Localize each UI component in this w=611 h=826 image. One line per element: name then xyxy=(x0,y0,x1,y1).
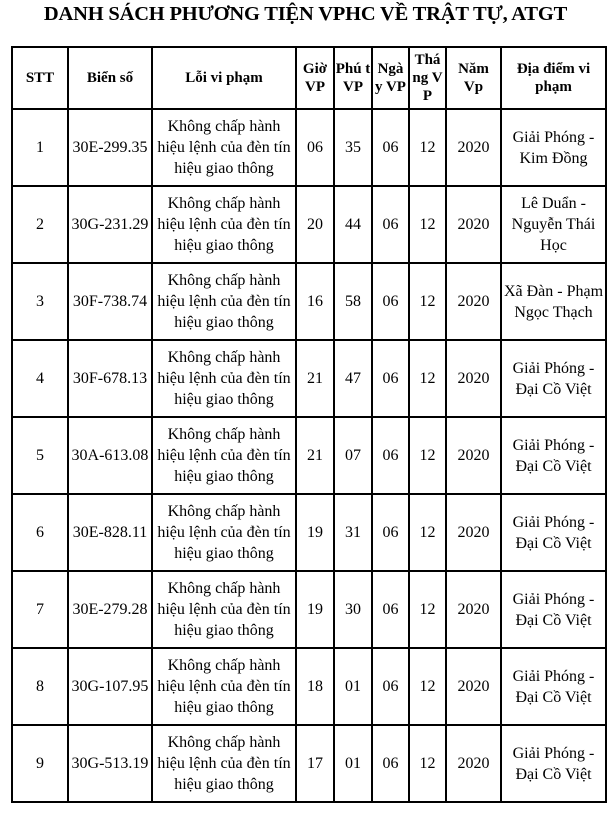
cell-phut: 07 xyxy=(334,417,372,494)
cell-loi-vi-pham: Không chấp hành hiệu lệnh của đèn tín hiệu giao thông xyxy=(152,725,296,802)
header-dia-diem: Địa điểm vi phạm xyxy=(501,47,606,109)
cell-ngay: 06 xyxy=(372,417,409,494)
header-phut-vp: Phú t VP xyxy=(334,47,372,109)
cell-phut: 35 xyxy=(334,109,372,186)
cell-gio: 20 xyxy=(296,186,334,263)
cell-dia-diem: Giải Phóng - Đại Cồ Việt xyxy=(501,571,606,648)
cell-phut: 31 xyxy=(334,494,372,571)
cell-thang: 12 xyxy=(409,186,446,263)
cell-ngay: 06 xyxy=(372,571,409,648)
table-row xyxy=(12,725,606,802)
violations-table xyxy=(11,46,607,803)
cell-loi-vi-pham: Không chấp hành hiệu lệnh của đèn tín hiệu giao thông xyxy=(152,648,296,725)
cell-phut: 01 xyxy=(334,725,372,802)
cell-gio: 16 xyxy=(296,263,334,340)
cell-thang: 12 xyxy=(409,340,446,417)
cell-ngay: 06 xyxy=(372,340,409,417)
header-gio-vp: Giờ VP xyxy=(296,47,334,109)
cell-dia-diem: Xã Đàn - Phạm Ngọc Thạch xyxy=(501,263,606,340)
cell-loi-vi-pham: Không chấp hành hiệu lệnh của đèn tín hiệu giao thông xyxy=(152,186,296,263)
cell-nam: 2020 xyxy=(446,417,501,494)
page-title: DANH SÁCH PHƯƠNG TIỆN VPHC VỀ TRẬT TỰ, ATGT xyxy=(43,3,568,25)
cell-dia-diem: Giải Phóng - Đại Cồ Việt xyxy=(501,417,606,494)
cell-stt: 6 xyxy=(12,494,68,571)
table-row xyxy=(12,340,606,417)
cell-ngay: 06 xyxy=(372,186,409,263)
cell-bien-so: 30E-299.35 xyxy=(68,109,152,186)
cell-nam: 2020 xyxy=(446,109,501,186)
cell-nam: 2020 xyxy=(446,186,501,263)
cell-loi-vi-pham: Không chấp hành hiệu lệnh của đèn tín hiệu giao thông xyxy=(152,571,296,648)
cell-thang: 12 xyxy=(409,648,446,725)
table-row xyxy=(12,186,606,263)
cell-gio: 19 xyxy=(296,571,334,648)
cell-phut: 30 xyxy=(334,571,372,648)
header-loi-vi-pham: Lỗi vi phạm xyxy=(152,47,296,109)
cell-nam: 2020 xyxy=(446,494,501,571)
cell-phut: 58 xyxy=(334,263,372,340)
table-row xyxy=(12,109,606,186)
cell-gio: 17 xyxy=(296,725,334,802)
cell-dia-diem: Giải Phóng - Đại Cồ Việt xyxy=(501,340,606,417)
cell-nam: 2020 xyxy=(446,571,501,648)
cell-gio: 18 xyxy=(296,648,334,725)
header-stt: STT xyxy=(12,47,68,109)
cell-bien-so: 30G-513.19 xyxy=(68,725,152,802)
cell-dia-diem: Giải Phóng - Đại Cồ Việt xyxy=(501,494,606,571)
cell-ngay: 06 xyxy=(372,648,409,725)
cell-thang: 12 xyxy=(409,263,446,340)
cell-loi-vi-pham: Không chấp hành hiệu lệnh của đèn tín hiệu giao thông xyxy=(152,263,296,340)
cell-stt: 4 xyxy=(12,340,68,417)
cell-gio: 21 xyxy=(296,340,334,417)
cell-stt: 8 xyxy=(12,648,68,725)
cell-phut: 47 xyxy=(334,340,372,417)
table-row xyxy=(12,648,606,725)
header-bien-so: Biển số xyxy=(68,47,152,109)
cell-nam: 2020 xyxy=(446,340,501,417)
cell-bien-so: 30A-613.08 xyxy=(68,417,152,494)
cell-gio: 19 xyxy=(296,494,334,571)
cell-loi-vi-pham: Không chấp hành hiệu lệnh của đèn tín hiệu giao thông xyxy=(152,417,296,494)
cell-loi-vi-pham: Không chấp hành hiệu lệnh của đèn tín hiệu giao thông xyxy=(152,340,296,417)
cell-nam: 2020 xyxy=(446,725,501,802)
cell-stt: 9 xyxy=(12,725,68,802)
cell-phut: 44 xyxy=(334,186,372,263)
table-row xyxy=(12,494,606,571)
header-nam-vp: Năm Vp xyxy=(446,47,501,109)
header-ngay-vp: Ngà y VP xyxy=(372,47,409,109)
header-thang-vp: Thá ng VP xyxy=(409,47,446,109)
cell-nam: 2020 xyxy=(446,648,501,725)
cell-thang: 12 xyxy=(409,417,446,494)
cell-thang: 12 xyxy=(409,725,446,802)
cell-ngay: 06 xyxy=(372,109,409,186)
cell-bien-so: 30G-231.29 xyxy=(68,186,152,263)
cell-dia-diem: Giải Phóng - Kim Đồng xyxy=(501,109,606,186)
cell-thang: 12 xyxy=(409,494,446,571)
table-header-row xyxy=(12,47,606,109)
cell-stt: 2 xyxy=(12,186,68,263)
cell-nam: 2020 xyxy=(446,263,501,340)
cell-phut: 01 xyxy=(334,648,372,725)
cell-bien-so: 30E-279.28 xyxy=(68,571,152,648)
cell-ngay: 06 xyxy=(372,494,409,571)
cell-stt: 1 xyxy=(12,109,68,186)
cell-stt: 3 xyxy=(12,263,68,340)
cell-stt: 7 xyxy=(12,571,68,648)
cell-gio: 21 xyxy=(296,417,334,494)
cell-bien-so: 30E-828.11 xyxy=(68,494,152,571)
cell-ngay: 06 xyxy=(372,263,409,340)
table-row xyxy=(12,571,606,648)
cell-thang: 12 xyxy=(409,571,446,648)
cell-loi-vi-pham: Không chấp hành hiệu lệnh của đèn tín hiệu giao thông xyxy=(152,109,296,186)
cell-bien-so: 30F-738.74 xyxy=(68,263,152,340)
cell-thang: 12 xyxy=(409,109,446,186)
cell-ngay: 06 xyxy=(372,725,409,802)
cell-bien-so: 30F-678.13 xyxy=(68,340,152,417)
table-row xyxy=(12,417,606,494)
cell-stt: 5 xyxy=(12,417,68,494)
table-row xyxy=(12,263,606,340)
cell-bien-so: 30G-107.95 xyxy=(68,648,152,725)
cell-gio: 06 xyxy=(296,109,334,186)
cell-dia-diem: Lê Duẩn - Nguyễn Thái Học xyxy=(501,186,606,263)
cell-loi-vi-pham: Không chấp hành hiệu lệnh của đèn tín hiệu giao thông xyxy=(152,494,296,571)
cell-dia-diem: Giải Phóng - Đại Cồ Việt xyxy=(501,725,606,802)
cell-dia-diem: Giải Phóng - Đại Cồ Việt xyxy=(501,648,606,725)
